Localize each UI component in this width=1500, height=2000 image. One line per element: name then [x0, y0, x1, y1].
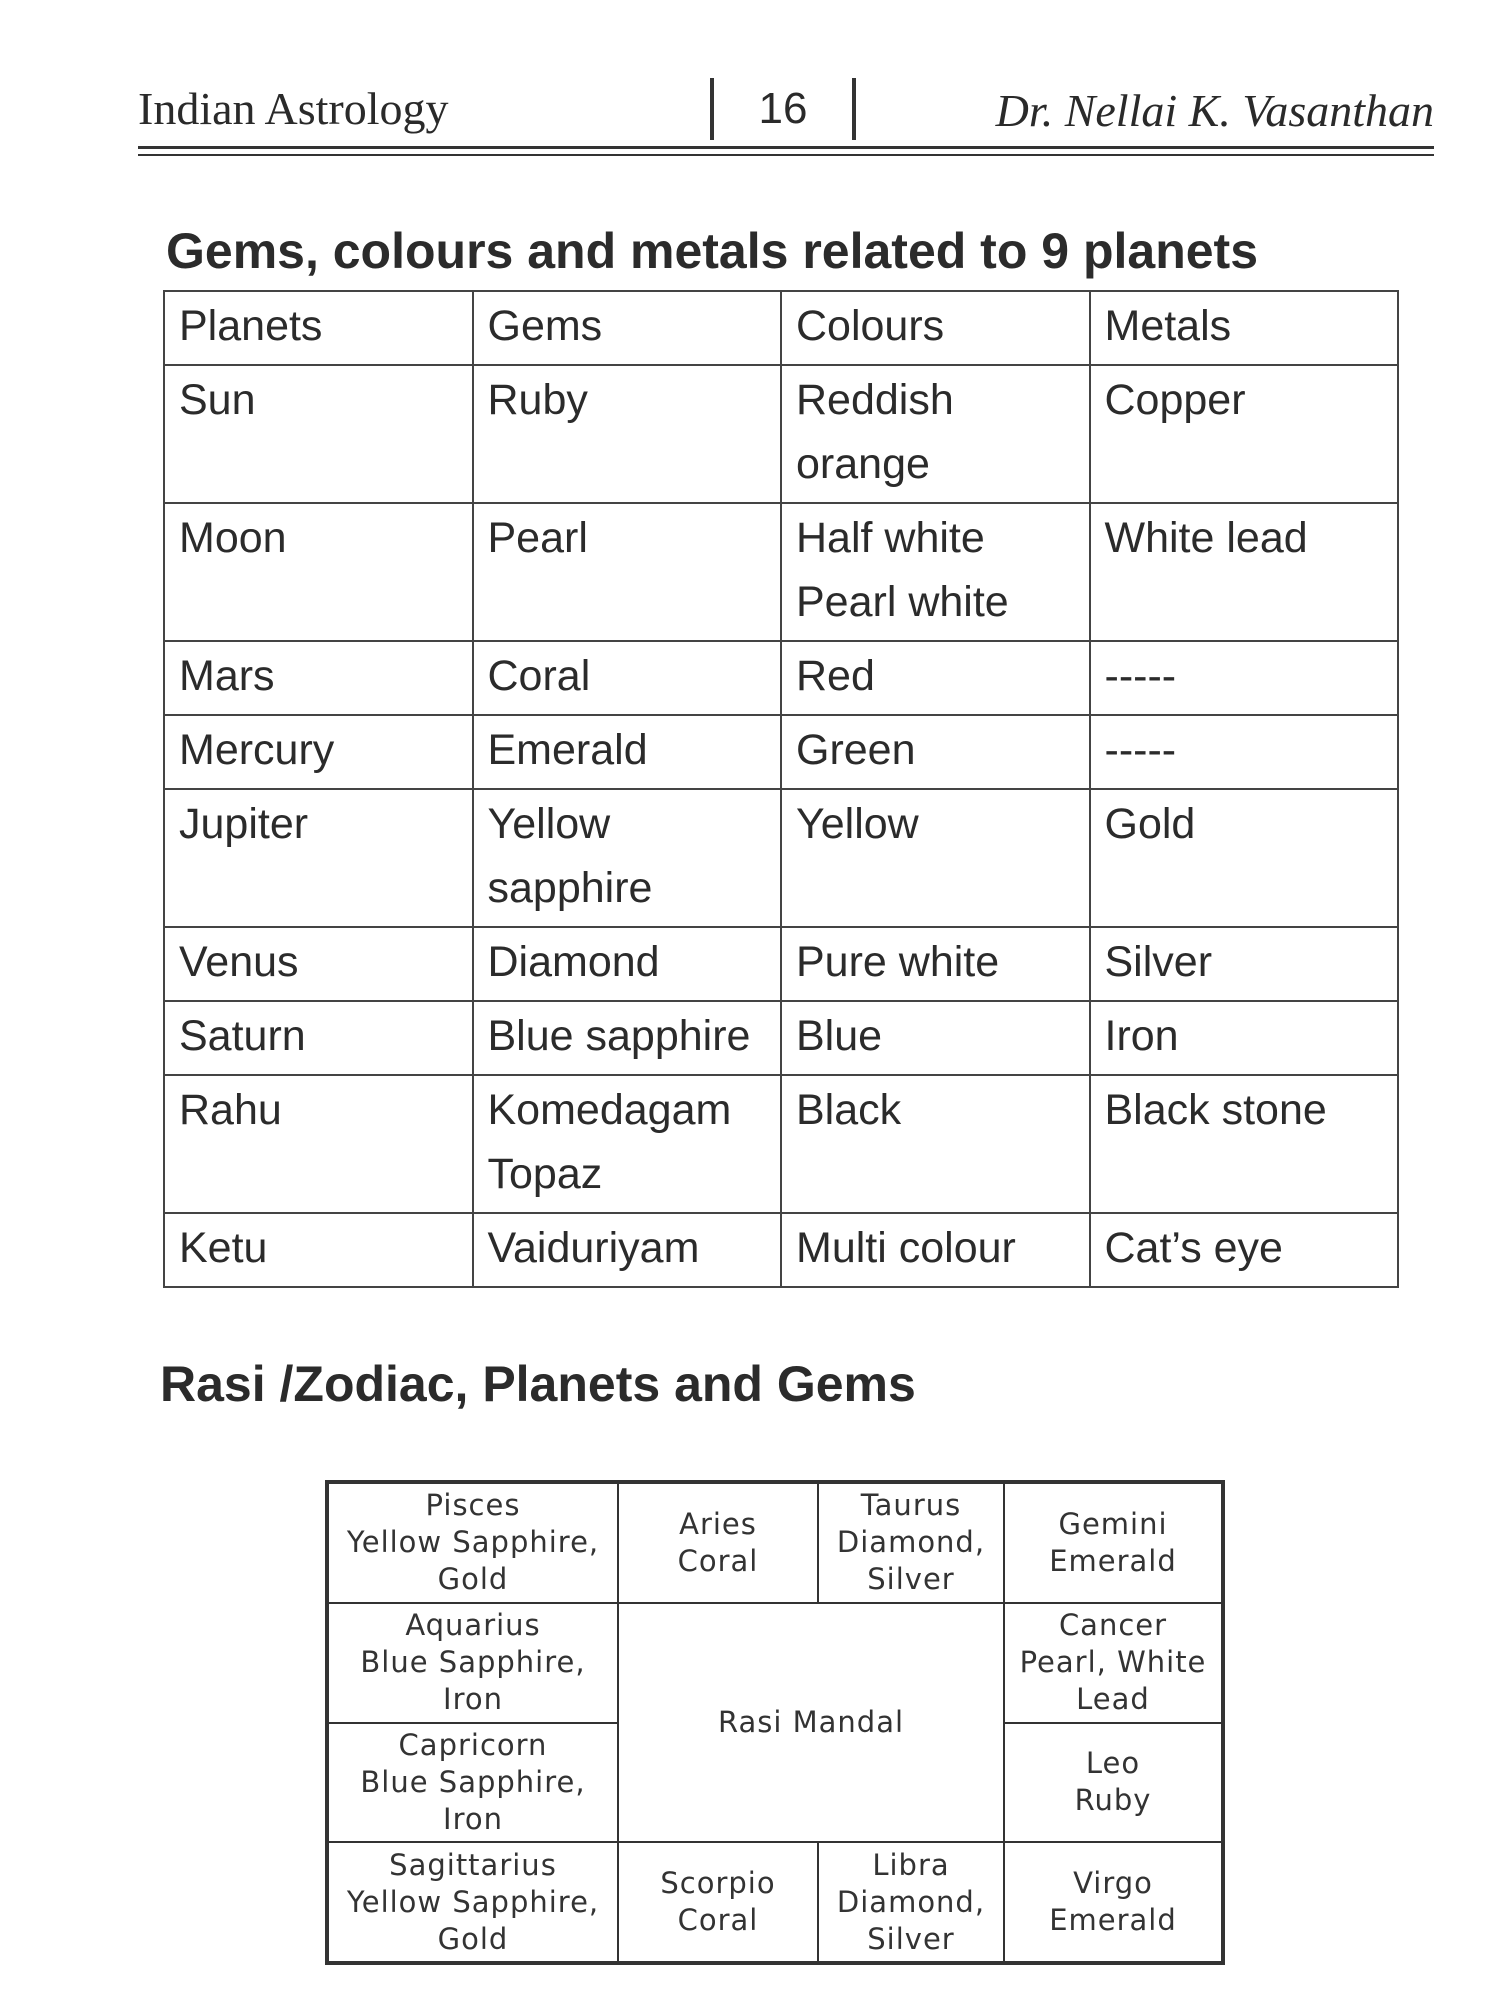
page-header — [138, 78, 1434, 154]
colour-cell: Pure white — [781, 927, 1090, 1001]
author-name: Dr. Nellai K. Vasanthan — [995, 85, 1434, 136]
sign-name: Aries — [679, 1506, 757, 1541]
colour-cell: Red — [781, 641, 1090, 715]
sign-name: Pisces — [425, 1488, 521, 1523]
table-row — [164, 1213, 1398, 1287]
colour-cell: Blue — [781, 1001, 1090, 1075]
gem-cell: Emerald — [473, 715, 782, 789]
column-header-gems: Gems — [473, 291, 782, 365]
rasi-cell-taurus — [818, 1483, 1004, 1603]
sign-name: Leo — [1085, 1746, 1141, 1781]
column-header-metals: Metals — [1090, 291, 1399, 365]
colour-cell: Reddish orange — [781, 365, 1090, 503]
page-number: 16 — [710, 78, 856, 140]
gem-name: Emerald — [1049, 1903, 1177, 1938]
metal-name: Iron — [443, 1682, 503, 1717]
rasi-cell-libra — [818, 1842, 1004, 1962]
metal-cell: Gold — [1090, 789, 1399, 927]
colour-cell: Multi colour — [781, 1213, 1090, 1287]
gem-cell: Vaiduriyam — [473, 1213, 782, 1287]
gem-name: Yellow Sapphire, — [346, 1525, 600, 1560]
table-row — [164, 927, 1398, 1001]
center-label: Rasi Mandal — [717, 1705, 905, 1739]
gems-table-title: Gems, colours and metals related to 9 planets — [166, 223, 1259, 279]
planet-cell: Saturn — [164, 1001, 473, 1075]
table-row — [164, 365, 1398, 503]
table-row — [164, 641, 1398, 715]
metal-cell: ----- — [1090, 715, 1399, 789]
metal-name: Lead — [1076, 1682, 1150, 1717]
table-header-row — [164, 291, 1398, 365]
gem-cell: Komedagam Topaz — [473, 1075, 782, 1213]
planet-cell: Sun — [164, 365, 473, 503]
sign-name: Scorpio — [660, 1866, 776, 1901]
sign-name: Taurus — [860, 1488, 962, 1523]
gem-cell: Blue sapphire — [473, 1001, 782, 1075]
sign-name: Capricorn — [398, 1727, 548, 1762]
gem-name: Blue Sapphire, — [360, 1764, 586, 1799]
gem-cell: Diamond — [473, 927, 782, 1001]
metal-name: Silver — [867, 1562, 955, 1597]
rasi-mandal-center — [618, 1603, 1004, 1843]
column-header-colours: Colours — [781, 291, 1090, 365]
sign-name: Gemini — [1058, 1506, 1168, 1541]
gem-name: Ruby — [1074, 1783, 1152, 1818]
gem-name: Pearl, White — [1019, 1645, 1207, 1680]
sign-name: Aquarius — [405, 1608, 541, 1643]
gem-cell: Ruby — [473, 365, 782, 503]
planet-cell: Moon — [164, 503, 473, 641]
table-row — [164, 715, 1398, 789]
gem-name: Blue Sapphire, — [360, 1645, 586, 1680]
metal-cell: Cat’s eye — [1090, 1213, 1399, 1287]
gem-name: Coral — [677, 1903, 759, 1938]
sign-name: Libra — [872, 1847, 950, 1882]
book-title: Indian Astrology — [138, 83, 449, 134]
planet-cell: Rahu — [164, 1075, 473, 1213]
header-rule-secondary — [138, 154, 1434, 156]
gem-name: Diamond, — [836, 1525, 986, 1560]
rasi-cell-sagittarius — [328, 1842, 618, 1962]
table-row — [164, 503, 1398, 641]
colour-cell: Yellow — [781, 789, 1090, 927]
rasi-cell-aquarius — [328, 1603, 618, 1723]
table-row — [164, 1001, 1398, 1075]
gem-cell: Coral — [473, 641, 782, 715]
gem-name: Emerald — [1049, 1543, 1177, 1578]
metal-cell: Copper — [1090, 365, 1399, 503]
metal-cell: Black stone — [1090, 1075, 1399, 1213]
colour-cell: Half white Pearl white — [781, 503, 1090, 641]
rasi-cell-virgo — [1004, 1842, 1222, 1962]
rasi-chart-title: Rasi /Zodiac, Planets and Gems — [160, 1356, 916, 1412]
colour-cell: Black — [781, 1075, 1090, 1213]
gems-colours-metals-table — [163, 290, 1399, 1288]
rasi-cell-scorpio — [618, 1842, 818, 1962]
sign-name: Sagittarius — [389, 1847, 557, 1882]
rasi-cell-gemini — [1004, 1483, 1222, 1603]
metal-name: Gold — [437, 1562, 509, 1597]
planet-cell: Jupiter — [164, 789, 473, 927]
metal-name: Silver — [867, 1921, 955, 1956]
rasi-cell-leo — [1004, 1723, 1222, 1843]
metal-cell: Silver — [1090, 927, 1399, 1001]
metal-name: Iron — [443, 1801, 503, 1836]
planet-cell: Ketu — [164, 1213, 473, 1287]
table-row — [164, 1075, 1398, 1213]
header-rule — [138, 146, 1434, 149]
table-row — [164, 789, 1398, 927]
colour-cell: Green — [781, 715, 1090, 789]
rasi-cell-cancer — [1004, 1603, 1222, 1723]
rasi-cell-aries — [618, 1483, 818, 1603]
metal-cell: White lead — [1090, 503, 1399, 641]
planet-cell: Venus — [164, 927, 473, 1001]
column-header-planets: Planets — [164, 291, 473, 365]
metal-cell: Iron — [1090, 1001, 1399, 1075]
rasi-cell-pisces — [328, 1483, 618, 1603]
gem-cell: Yellow sapphire — [473, 789, 782, 927]
planet-cell: Mars — [164, 641, 473, 715]
sign-name: Cancer — [1058, 1608, 1168, 1643]
rasi-chart — [325, 1480, 1225, 1965]
sign-name: Virgo — [1073, 1866, 1153, 1901]
gem-name: Yellow Sapphire, — [346, 1884, 600, 1919]
metal-name: Gold — [437, 1921, 509, 1956]
gem-name: Diamond, — [836, 1884, 986, 1919]
planet-cell: Mercury — [164, 715, 473, 789]
metal-cell: ----- — [1090, 641, 1399, 715]
gem-name: Coral — [677, 1543, 759, 1578]
gem-cell: Pearl — [473, 503, 782, 641]
rasi-cell-capricorn — [328, 1723, 618, 1843]
